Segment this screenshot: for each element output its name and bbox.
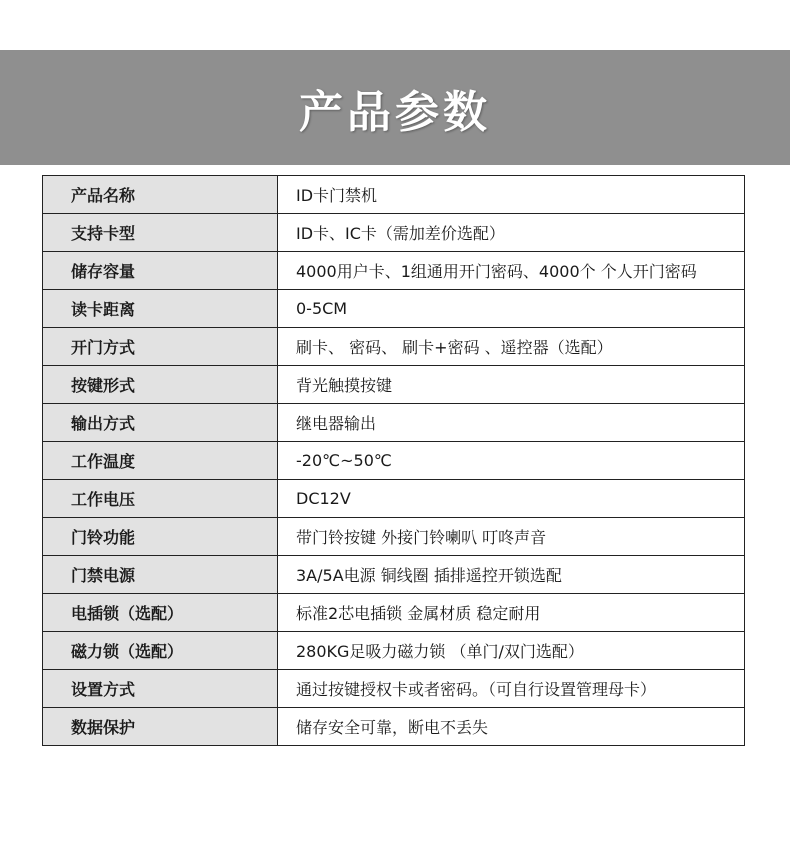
spec-value: 背光触摸按键 [278,366,745,404]
spec-label: 产品名称 [43,176,278,214]
table-row [43,708,745,746]
table-row [43,252,745,290]
spec-value: 3A/5A电源 铜线圈 插排遥控开锁选配 [278,556,745,594]
table-row [43,328,745,366]
table-row [43,366,745,404]
spec-label: 输出方式 [43,404,278,442]
table-row [43,632,745,670]
spec-label: 支持卡型 [43,214,278,252]
table-row [43,480,745,518]
spec-value: DC12V [278,480,745,518]
spec-value: 继电器输出 [278,404,745,442]
table-row [43,670,745,708]
spec-label: 工作温度 [43,442,278,480]
spec-value: 4000用户卡、1组通用开门密码、4000个 个人开门密码 [278,252,745,290]
spec-label: 开门方式 [43,328,278,366]
spec-value: 刷卡、 密码、 刷卡+密码 、遥控器（选配） [278,328,745,366]
spec-label: 磁力锁（选配） [43,632,278,670]
spec-value: 带门铃按键 外接门铃喇叭 叮咚声音 [278,518,745,556]
header-banner [0,50,790,165]
table-row [43,518,745,556]
spec-label: 储存容量 [43,252,278,290]
spec-value: 通过按键授权卡或者密码。（可自行设置管理母卡） [278,670,745,708]
spec-label: 电插锁（选配） [43,594,278,632]
table-row [43,404,745,442]
spec-label: 工作电压 [43,480,278,518]
spec-value: 储存安全可靠，断电不丢失 [278,708,745,746]
table-row [43,290,745,328]
spec-label: 门禁电源 [43,556,278,594]
table-row [43,442,745,480]
spec-value: 标准2芯电插锁 金属材质 稳定耐用 [278,594,745,632]
spec-label: 门铃功能 [43,518,278,556]
table-row [43,556,745,594]
spec-value: ID卡、IC卡（需加差价选配） [278,214,745,252]
spec-label: 读卡距离 [43,290,278,328]
spec-value: 280KG足吸力磁力锁 （单门/双门选配） [278,632,745,670]
table-row [43,594,745,632]
table-row [43,176,745,214]
table-row [43,214,745,252]
spec-table [42,175,745,746]
spec-value: -20℃~50℃ [278,442,745,480]
spec-value: 0-5CM [278,290,745,328]
spec-label: 数据保护 [43,708,278,746]
spec-value: ID卡门禁机 [278,176,745,214]
page-title: 产品参数 [299,86,491,138]
spec-label: 按键形式 [43,366,278,404]
spec-label: 设置方式 [43,670,278,708]
